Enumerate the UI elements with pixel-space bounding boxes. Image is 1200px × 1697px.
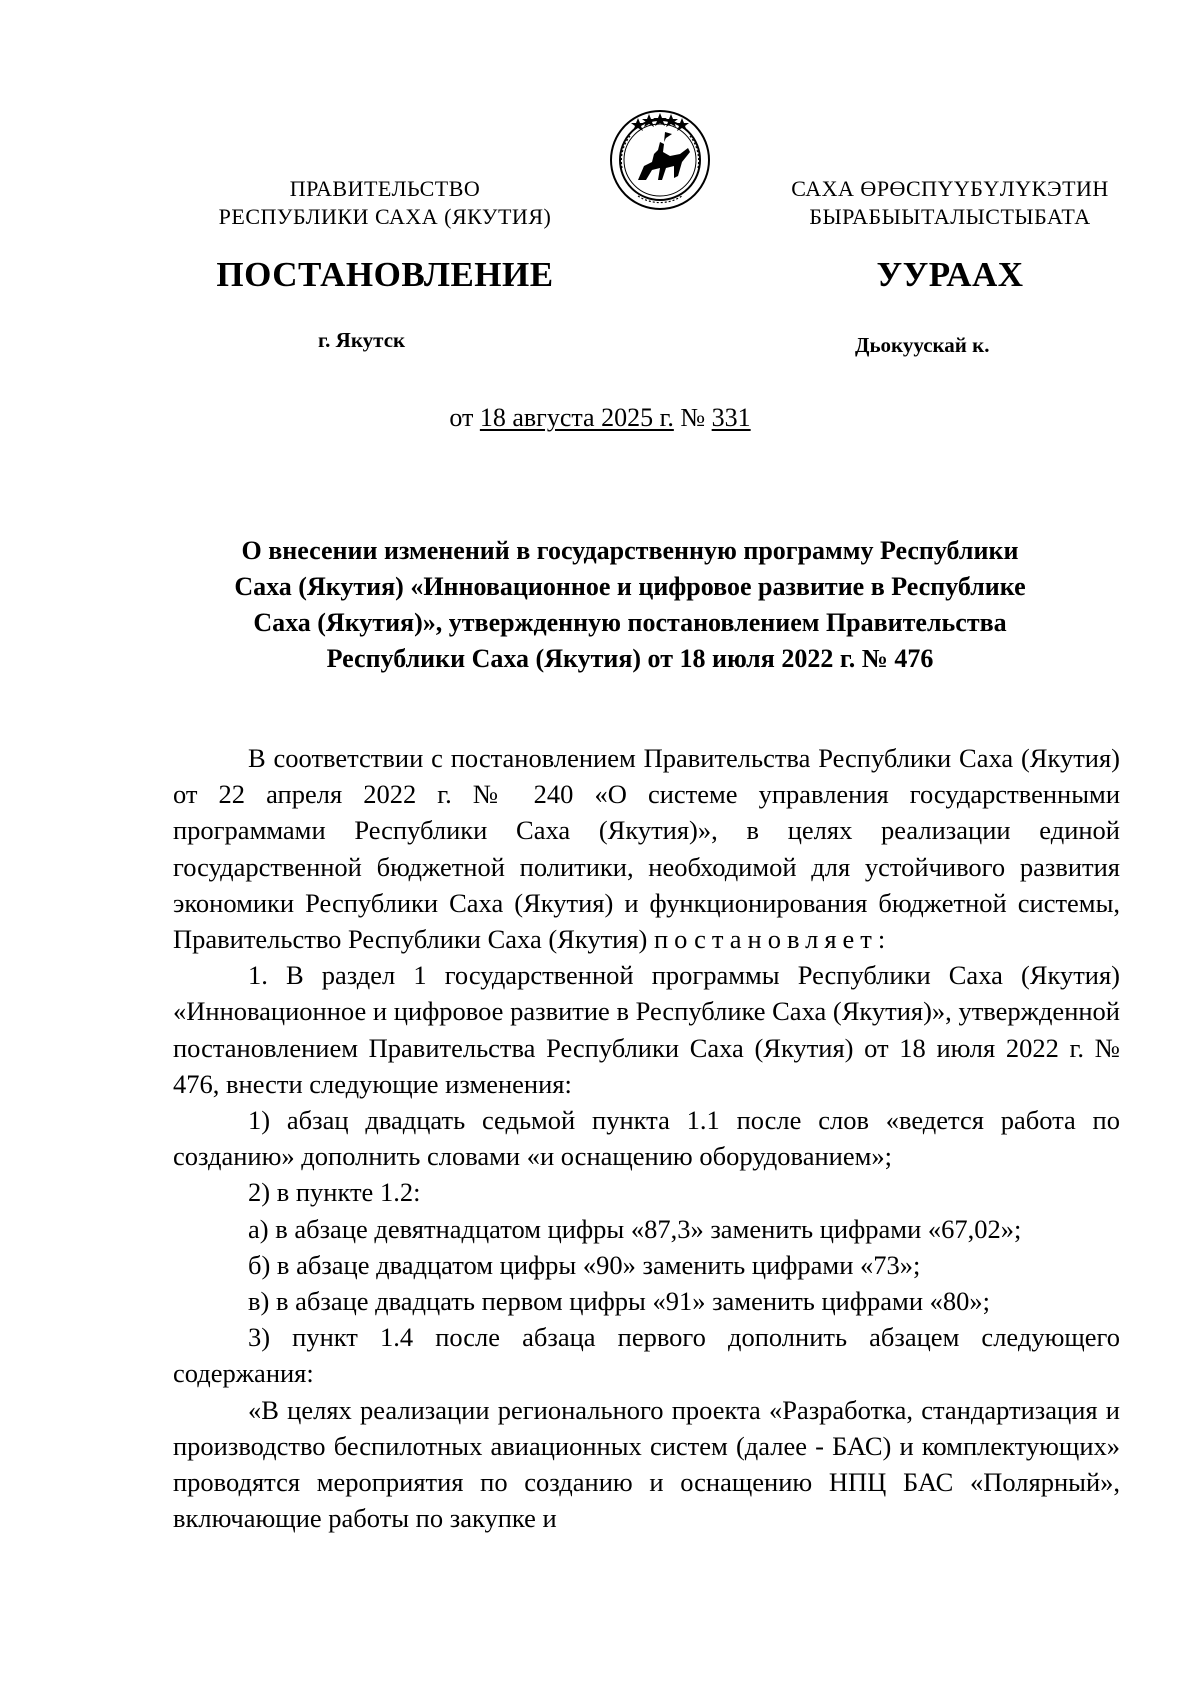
document-date-number	[0, 403, 1200, 433]
number-sign: №	[673, 403, 712, 432]
preamble-paragraph	[173, 740, 1120, 957]
document-date: 18 августа 2025 г.	[479, 403, 674, 432]
government-name-line1: ПРАВИТЕЛЬСТВО	[289, 176, 481, 201]
government-name-russian	[150, 175, 620, 231]
body-paragraph: а) в абзаце девятнадцатом цифры «87,3» заменить цифрами «67,02»;	[248, 1213, 1022, 1244]
document-type-russian: ПОСТАНОВЛЕНИЕ	[216, 255, 554, 294]
document-title	[180, 533, 1080, 677]
body-paragraph: «В целях реализации регионального проекта «Разработка, стандартизация и производство беспилотных авиационных систем (далее - БАС) и комплектующих» проводятся мероприятия по созданию и оснащению НПЦ БАС «Полярный», включающие работы по закупке и	[173, 1394, 1120, 1534]
government-name-yakut-line2: БЫРАБЫЫТАЛЫСТЫБАТА	[809, 204, 1091, 229]
document-body	[173, 740, 1120, 1536]
title-line: Саха (Якутия)», утвержденную постановлением Правительства	[253, 608, 1007, 637]
title-line: Саха (Якутия) «Инновационное и цифровое развитие в Республике	[234, 572, 1026, 601]
body-paragraph: б) в абзаце двадцатом цифры «90» заменить цифрами «73»;	[248, 1249, 921, 1280]
title-line: О внесении изменений в государственную программу Республики	[241, 536, 1019, 565]
document-number: 331	[711, 403, 751, 432]
city-yakut: Дьокуускай к.	[855, 333, 990, 357]
city-russian: г. Якутск	[318, 328, 406, 352]
coat-of-arms-icon	[608, 108, 712, 212]
government-name-line2: РЕСПУБЛИКИ САХА (ЯКУТИЯ)	[218, 204, 552, 229]
preamble-text: В соответствии с постановлением Правительства Республики Саха (Якутия) от 22 апреля 2022 г. № 240 «О системе управления государственными программами Республики Саха (Якутия)», в целях реализации единой государственной бюджетной политики, необходимой для устойчивого развития экономики Республики Саха (Якутия) и функционирования бюджетной системы, Правительство Республики Саха (Якутия)	[173, 743, 1120, 955]
resolves-word: постановляет:	[654, 924, 892, 955]
government-name-yakut-line1: САХА ӨРӨСПҮҮБҮЛҮКЭТИН	[791, 176, 1109, 201]
body-paragraph: в) в абзаце двадцать первом цифры «91» заменить цифрами «80»;	[248, 1286, 990, 1317]
title-line: Республики Саха (Якутия) от 18 июля 2022 г. № 476	[326, 644, 934, 673]
document-type-yakut: УУРААХ	[876, 255, 1024, 294]
body-paragraph: 1) абзац двадцать седьмой пункта 1.1 после слов «ведется работа по созданию» дополнить словами «и оснащению оборудованием»;	[173, 1105, 1120, 1172]
body-paragraph: 3) пункт 1.4 после абзаца первого дополнить абзацем следующего содержания:	[173, 1322, 1120, 1389]
body-paragraph: 1. В раздел 1 государственной программы Республики Саха (Якутия) «Инновационное и цифровое развитие в Республике Саха (Якутия)», утвержденной постановлением Правительства Республики Саха (Якутия) от 18 июля 2022 г. № 476, внести следующие изменения:	[173, 960, 1120, 1099]
government-name-yakut	[750, 175, 1150, 231]
body-paragraph: 2) в пункте 1.2:	[248, 1177, 421, 1208]
date-prefix: от	[449, 403, 480, 432]
